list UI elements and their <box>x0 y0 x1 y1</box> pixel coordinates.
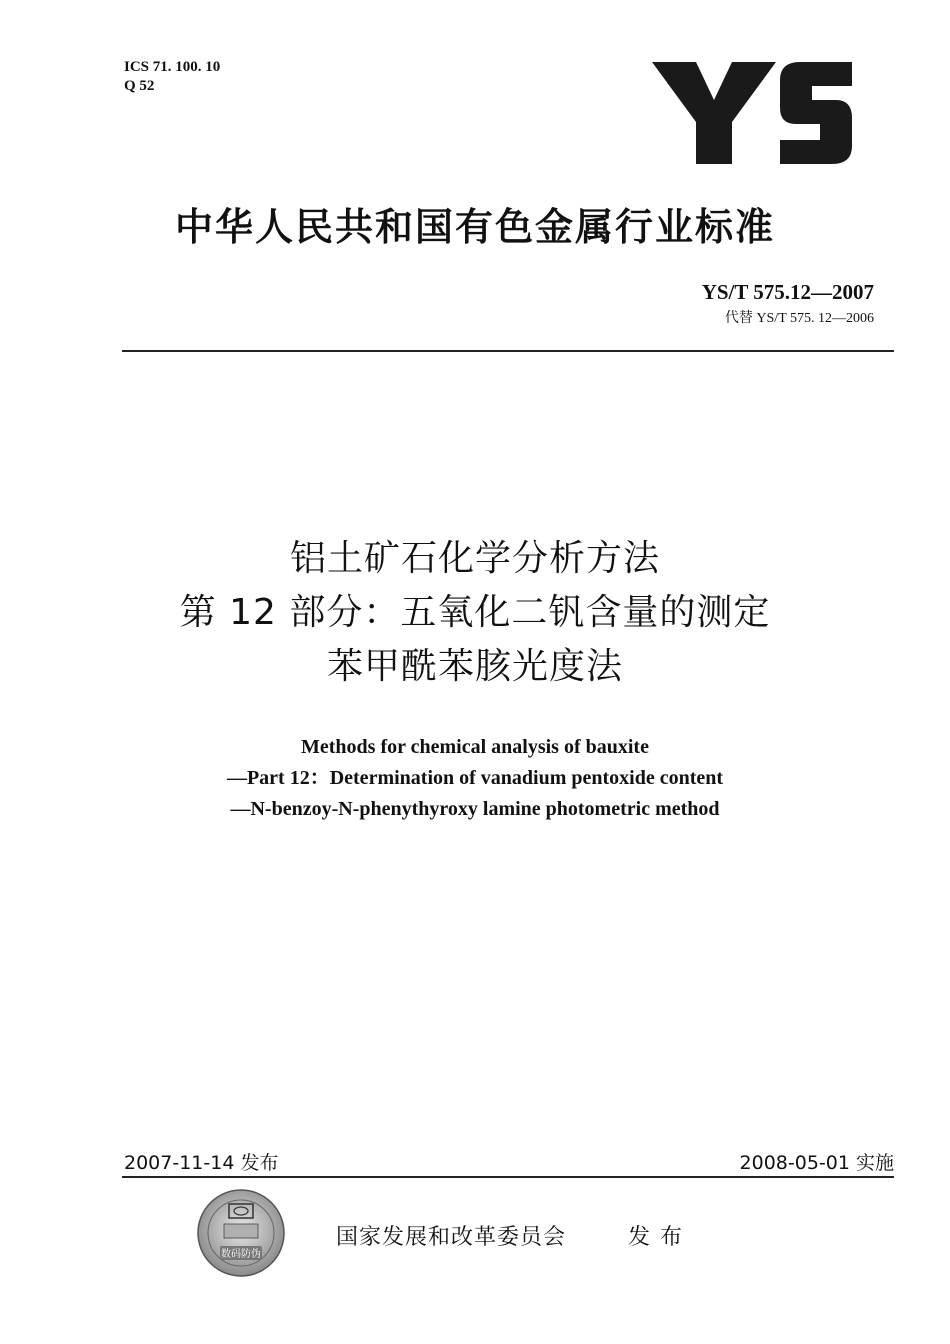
anti-counterfeit-seal <box>196 1188 286 1278</box>
english-title-line-2: —Part 12：Determination of vanadium pentoxide content <box>226 767 724 789</box>
issue-date: 2007-11-14 发布 <box>124 1152 279 1174</box>
implementation-date: 2008-05-01 实施 <box>739 1152 894 1174</box>
chinese-title-line-3: 苯甲酰苯胲光度法 <box>326 646 623 687</box>
english-title-line-3: —N-benzoy-N-phenythyroxy lamine photometric method <box>230 798 720 820</box>
top-divider <box>122 350 894 352</box>
issue-label: 发布 <box>628 1225 693 1250</box>
publisher-name: 国家发展和改革委员会 <box>336 1225 567 1250</box>
english-title-line-1: Methods for chemical analysis of bauxite <box>301 736 649 758</box>
chinese-title-line-2: 第 12 部分：五氧化二钒含量的测定 <box>179 592 771 633</box>
standard-header-title: 中华人民共和国有色金属行业标准 <box>174 205 775 249</box>
english-title <box>0 732 950 825</box>
chinese-title-line-1: 铝土矿石化学分析方法 <box>289 538 660 579</box>
ics-block <box>124 58 220 96</box>
ics-code: ICS 71. 100. 10 <box>124 59 221 75</box>
chinese-title <box>0 532 950 694</box>
standard-number-block <box>702 280 874 327</box>
ics-category: Q 52 <box>124 78 155 94</box>
ys-logo <box>652 62 852 164</box>
replaces-standard: 代替 YS/T 575. 12—2006 <box>724 311 874 326</box>
seal-label: 数码防伪 <box>221 1249 261 1260</box>
bottom-divider <box>122 1176 894 1178</box>
standard-number: YS/T 575.12—2007 <box>701 280 874 304</box>
